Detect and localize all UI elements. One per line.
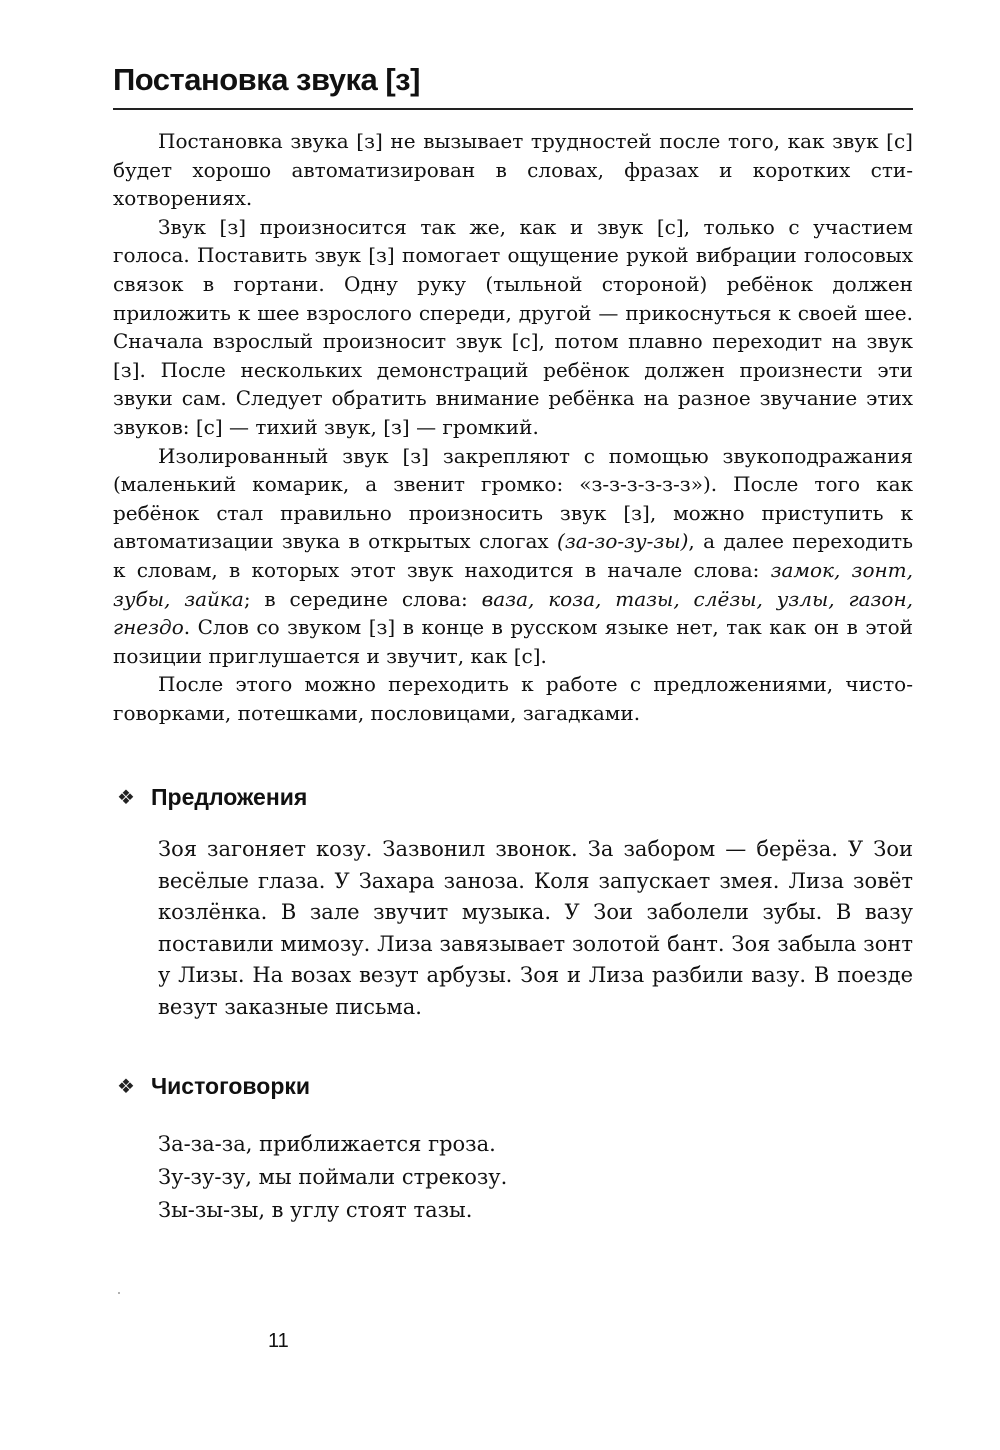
- p3-syllables: (за-зо-зу-зы): [557, 529, 689, 554]
- bullet-diamond-icon: ❖: [117, 1076, 135, 1098]
- page-number: 11: [268, 1330, 289, 1352]
- tongue-twisters-list: [158, 1128, 507, 1227]
- title-rule: [113, 108, 913, 110]
- p3-text-a: Изолированный звук [з] закрепляют с помощью звукоподражания (маленький комарик, а звенит громко: «з-з-з-з-з-з»). После того как ребёнок стал правильно произносить звук [з], можно приступить к автоматизации звука в открытых слогах: [113, 443, 913, 554]
- tongue-twister-line: Зы-зы-зы, в углу стоят тазы.: [158, 1198, 473, 1222]
- intro-paragraph-4: После этого можно переходить к работе с предложениями, чистоговорками, потешками, пословицами, загадками.: [113, 672, 913, 725]
- intro-paragraph-3: [113, 442, 913, 671]
- p3-text-d: . Слов со звуком [з] в конце в русском языке нет, так как он в этой позиции приглушается и звучит, как [с].: [113, 615, 913, 668]
- tongue-twister-line: Зу-зу-зу, мы поймали стрекозу.: [158, 1165, 508, 1189]
- print-speck: [118, 1292, 120, 1294]
- p3-start-words: замок, зонт, зубы, зайка: [113, 557, 913, 611]
- p3-text-c: ; в середине слова:: [243, 586, 482, 611]
- page-title: Постановка звука [з]: [113, 62, 420, 97]
- sentences-text: Зоя загоняет козу. Зазвонил звонок. За забором — берёза. У Зои весёлые глаза. У Захара заноза. Коля запускает змея. Лиза зовёт козлёнка. В зале звучит музыка. У Зои заболели зубы. В вазу поставили мимозу. Лиза завязывает золотой бант. Зоя забыла зонт у Лизы. На возах везут арбузы. Зоя и Лиза разбили вазу. В поезде везут заказные письма.: [158, 837, 913, 1019]
- bullet-diamond-icon: ❖: [117, 787, 135, 809]
- section-title-sentences: Предложения: [151, 784, 308, 810]
- p3-mid-words: ваза, коза, тазы, слёзы, узлы, газон, гнездо: [113, 586, 913, 640]
- section-heading-tongue-twisters: [117, 1073, 310, 1100]
- intro-paragraph-2: Звук [з] произносится так же, как и звук [с], только с участием голоса. Поставить звук [з] помогает ощущение рукой вибрации голосовых связок в гортани. Одну руку (тыльной стороной) ребёнок должен приложить к шее взрослого спереди, другой — прикоснуться к своей шее. Сначала взрослый произносит звук [с], потом плавно переходит на звук [з]. После нескольких демонстраций ребёнок должен произнести эти звуки сам. Следует обратить внимание ребёнка на разное звучание этих звуков: [с] — тихий звук, [з] — громкий.: [113, 214, 913, 439]
- section-heading-sentences: [117, 784, 307, 811]
- tongue-twister-line: За-за-за, приближается гроза.: [158, 1132, 496, 1156]
- section-title-tongue-twisters: Чистоговорки: [151, 1073, 311, 1099]
- intro-paragraph-1: Постановка звука [з] не вызывает трудностей после того, как звук [с] будет хорошо автоматизирован в словах, фразах и коротких стихотворениях.: [113, 129, 913, 211]
- p3-text-b: , а далее переходить к словам, в которых этот звук находится в начале слова:: [113, 529, 913, 582]
- intro-text: [113, 127, 913, 727]
